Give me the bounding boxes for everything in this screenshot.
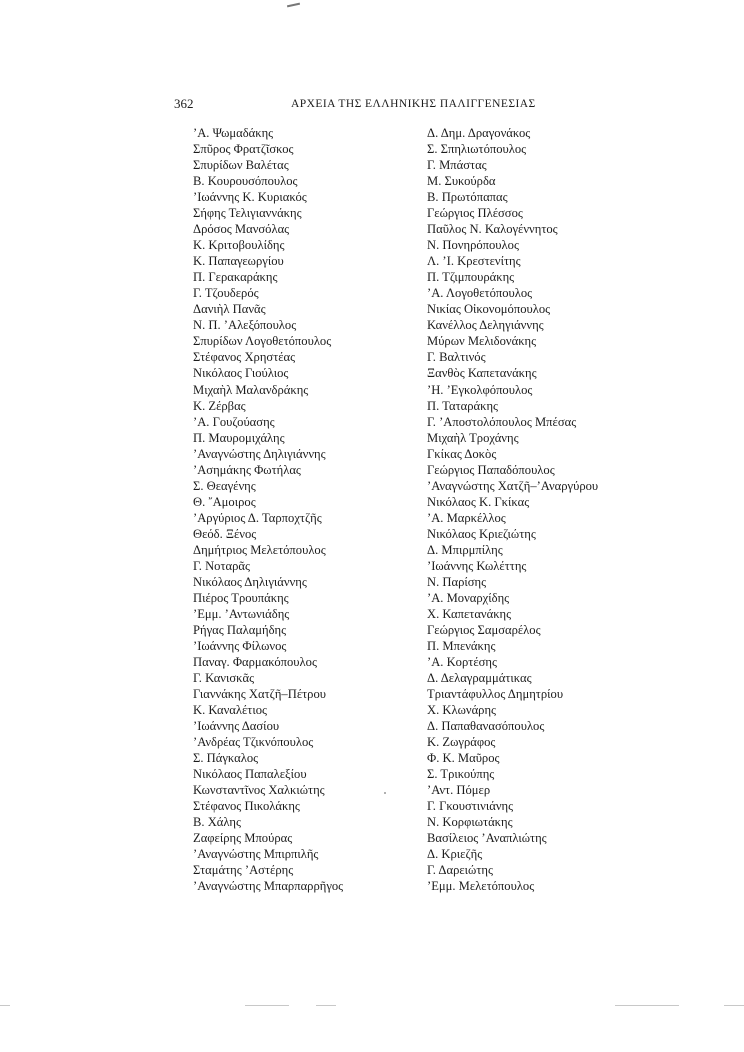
name-entry: ’Εμμ. ’Αντωνιάδης xyxy=(193,606,290,621)
name-entry: Κ. Καναλέτιος xyxy=(193,703,268,718)
name-entry: Παῦλος Ν. Καλογέννητος xyxy=(427,222,558,237)
names-column-right xyxy=(427,125,598,895)
name-entry: Θεόδ. Ξένος xyxy=(193,526,257,541)
name-entry: Γεώργιος Σαμσαρέλος xyxy=(427,622,541,637)
name-entry: ’Αναγνώστης Μπιρπιλῆς xyxy=(193,847,319,862)
name-entry: Κ. Παπαγεωργίου xyxy=(193,254,284,269)
name-entry: Κ. Ζωγράφος xyxy=(427,735,496,750)
name-entry: Φ. Κ. Μαῦρος xyxy=(427,751,500,766)
name-entry: Γ. Νοταρᾶς xyxy=(193,558,250,573)
name-entry: Γ. Μπάστας xyxy=(427,158,487,173)
name-entry: Γιαννάκης Χατζῆ–Πέτρου xyxy=(193,687,326,702)
name-entry: ’Αναγνώστης Δηλιγιάννης xyxy=(193,446,326,461)
name-entry: Ν. Π. ’Αλεξόπουλος xyxy=(193,318,297,333)
name-entry: Π. Γερακαράκης xyxy=(193,270,278,285)
name-entry: Γ. Δαρειώτης xyxy=(427,863,493,878)
name-entry: Σπῦρος Φρατζῖσκος xyxy=(193,142,294,157)
name-entry: Δ. Παπαθανασόπουλος xyxy=(427,719,545,734)
name-entry: Δανιὴλ Πανᾶς xyxy=(193,302,266,317)
name-entry: ’Α. Ψωμαδάκης xyxy=(193,126,274,140)
name-entry: Ν. Πονηρόπουλος xyxy=(427,238,519,253)
name-entry: Β. Κουρουσόπουλος xyxy=(193,174,298,189)
name-entry: Νικόλαος Δηλιγιάννης xyxy=(193,574,307,589)
running-head: ΑΡΧΕΙΑ ΤΗΣ ΕΛΛΗΝΙΚΗΣ ΠΑΛΙΓΓΕΝΕΣΙΑΣ xyxy=(291,98,536,110)
name-entry: Σ. Θεαγένης xyxy=(193,478,256,493)
name-entry: ’Αναγνώστης Χατζῆ–’Αναργύρου xyxy=(427,478,599,493)
name-entry: Β. Πρωτόπαπας xyxy=(427,190,508,205)
name-entry: Τριαντάφυλλος Δημητρίου xyxy=(427,687,564,702)
scan-artifact-top xyxy=(287,3,300,8)
name-entry: Μύρων Μελιδονάκης xyxy=(427,334,537,349)
name-entry: Δ. Μπιρμπίλης xyxy=(427,542,503,557)
name-entry: Κ. Ζέρβας xyxy=(193,398,246,413)
name-entry: Σπυρίδων Βαλέτας xyxy=(193,158,289,173)
name-entry: ’Α. Μοναρχίδης xyxy=(427,590,510,605)
name-entry: Ρήγας Παλαμήδης xyxy=(193,622,287,637)
name-entry: Γεώργιος Πλέσσος xyxy=(427,206,523,221)
name-entry: ’Εμμ. Μελετόπουλος xyxy=(427,879,535,894)
name-entry: Σταμάτης ’Αστέρης xyxy=(193,863,294,878)
name-entry: ’Ιωάννης Κ. Κυριακός xyxy=(193,190,307,205)
name-entry: Γ. Κανισκᾶς xyxy=(193,671,255,686)
scan-artifact-bottom xyxy=(0,1005,10,1006)
name-entry: Ξανθὸς Καπετανάκης xyxy=(427,366,537,381)
name-entry: Δ. Δημ. Δραγονάκος xyxy=(427,126,531,140)
name-entry: Γ. ’Αποστολόπουλος Μπέσας xyxy=(427,414,577,429)
name-entry: ’Ασημάκης Φωτήλας xyxy=(193,462,301,477)
name-entry: Κ. Κριτοβουλίδης xyxy=(193,238,285,253)
name-entry: Μ. Συκούρδα xyxy=(427,174,496,189)
name-entry: Σήφης Τελιγιαννάκης xyxy=(193,206,302,221)
name-entry: Δ. Δελαγραμμάτικας xyxy=(427,671,532,686)
name-entry: Στέφανος Πικολάκης xyxy=(193,799,300,814)
name-entry: Θ. ῎Αμοιρος xyxy=(193,494,256,509)
name-entry: Δ. Κριεζῆς xyxy=(427,847,483,862)
scan-artifact-bottom xyxy=(316,1005,336,1006)
name-entry: Νικόλαος Γιούλιος xyxy=(193,366,289,381)
name-entry: ’Α. Κορτέσης xyxy=(427,655,497,670)
name-entry: ’Α. Λογοθετόπουλος xyxy=(427,286,533,301)
name-entry: Στέφανος Χρηστέας xyxy=(193,350,296,365)
name-entry: ’Ιωάννης Φίλωνος xyxy=(193,639,287,653)
name-entry: Σπυρίδων Λογοθετόπουλος xyxy=(193,334,332,349)
name-entry: Γ. Τζουδερός xyxy=(193,286,259,301)
name-entry: ’Ιωάννης Δασίου xyxy=(193,719,280,734)
names-column-left xyxy=(193,125,343,895)
name-entry: Νικόλαος Παπαλεξίου xyxy=(193,767,307,782)
name-entry: ’Ανδρέας Τζικνόπουλος xyxy=(193,735,314,750)
scan-artifact-dot xyxy=(384,792,386,794)
name-entry: Νικόλαος Κριεζιώτης xyxy=(427,526,536,541)
name-entry: Ζαφείρης Μπούρας xyxy=(193,831,293,846)
name-entry: Β. Χάλης xyxy=(193,815,241,830)
page-number: 362 xyxy=(174,96,194,111)
name-entry: Γεώργιος Παπαδόπουλος xyxy=(427,462,555,477)
name-entry: Βασίλειος ’Αναπλιώτης xyxy=(427,831,547,846)
name-entry: Π. Μπενάκης xyxy=(427,639,496,653)
name-entry: Λ. ’Ι. Κρεστενίτης xyxy=(427,254,521,269)
name-entry: Νικόλαος Κ. Γκίκας xyxy=(427,494,530,509)
name-entry: ’Αντ. Πόμερ xyxy=(427,783,491,798)
scan-artifact-bottom xyxy=(615,1005,679,1006)
name-entry: Παναγ. Φαρμακόπουλος xyxy=(193,655,317,670)
name-entry: ’Α. Μαρκέλλος xyxy=(427,510,506,525)
name-entry: ’Α. Γουζούασης xyxy=(193,414,275,429)
name-entry: Ν. Παρίσης xyxy=(427,574,487,589)
name-entry: Χ. Κλωνάρης xyxy=(427,703,497,718)
name-entry: ’Αναγνώστης Μπαρπαρρῆγος xyxy=(193,879,344,894)
name-entry: Μιχαὴλ Τροχάνης xyxy=(427,430,519,445)
name-entry: Δρόσος Μανσόλας xyxy=(193,222,290,237)
name-entry: ’Ιωάννης Κωλέττης xyxy=(427,558,527,573)
name-entry: Νικίας Οἰκονομόπουλος xyxy=(427,302,551,317)
name-entry: Γκίκας Δοκὸς xyxy=(427,446,497,461)
name-entry: ’Η. ’Εγκολφόπουλος xyxy=(427,382,533,397)
name-entry: Δημήτριος Μελετόπουλος xyxy=(193,542,326,557)
scan-artifact-bottom xyxy=(245,1005,289,1006)
name-entry: Γ. Γκουστινιάνης xyxy=(427,799,514,814)
name-entry: Σ. Πάγκαλος xyxy=(193,751,259,766)
name-entry: Κανέλλος Δεληγιάννης xyxy=(427,318,544,333)
name-entry: Πιέρος Τρουπάκης xyxy=(193,590,289,605)
name-entry: Σ. Σπηλιωτόπουλος xyxy=(427,142,527,157)
name-entry: ’Αργύριος Δ. Ταρποχτζῆς xyxy=(193,510,322,525)
name-entry: Π. Μαυρομιχάλης xyxy=(193,430,285,445)
name-entry: Σ. Τρικούπης xyxy=(427,767,495,782)
name-entry: Μιχαὴλ Μαλανδράκης xyxy=(193,382,309,397)
name-entry: Γ. Βαλτινός xyxy=(427,350,486,365)
name-entry: Κωνσταντῖνος Χαλκιώτης xyxy=(193,783,325,798)
name-entry: Π. Τζιμπουράκης xyxy=(427,270,515,285)
scan-artifact-bottom xyxy=(724,1005,744,1006)
name-entry: Ν. Κορφιωτάκης xyxy=(427,815,513,830)
name-entry: Π. Ταταράκης xyxy=(427,398,499,413)
name-entry: Χ. Καπετανάκης xyxy=(427,606,512,621)
